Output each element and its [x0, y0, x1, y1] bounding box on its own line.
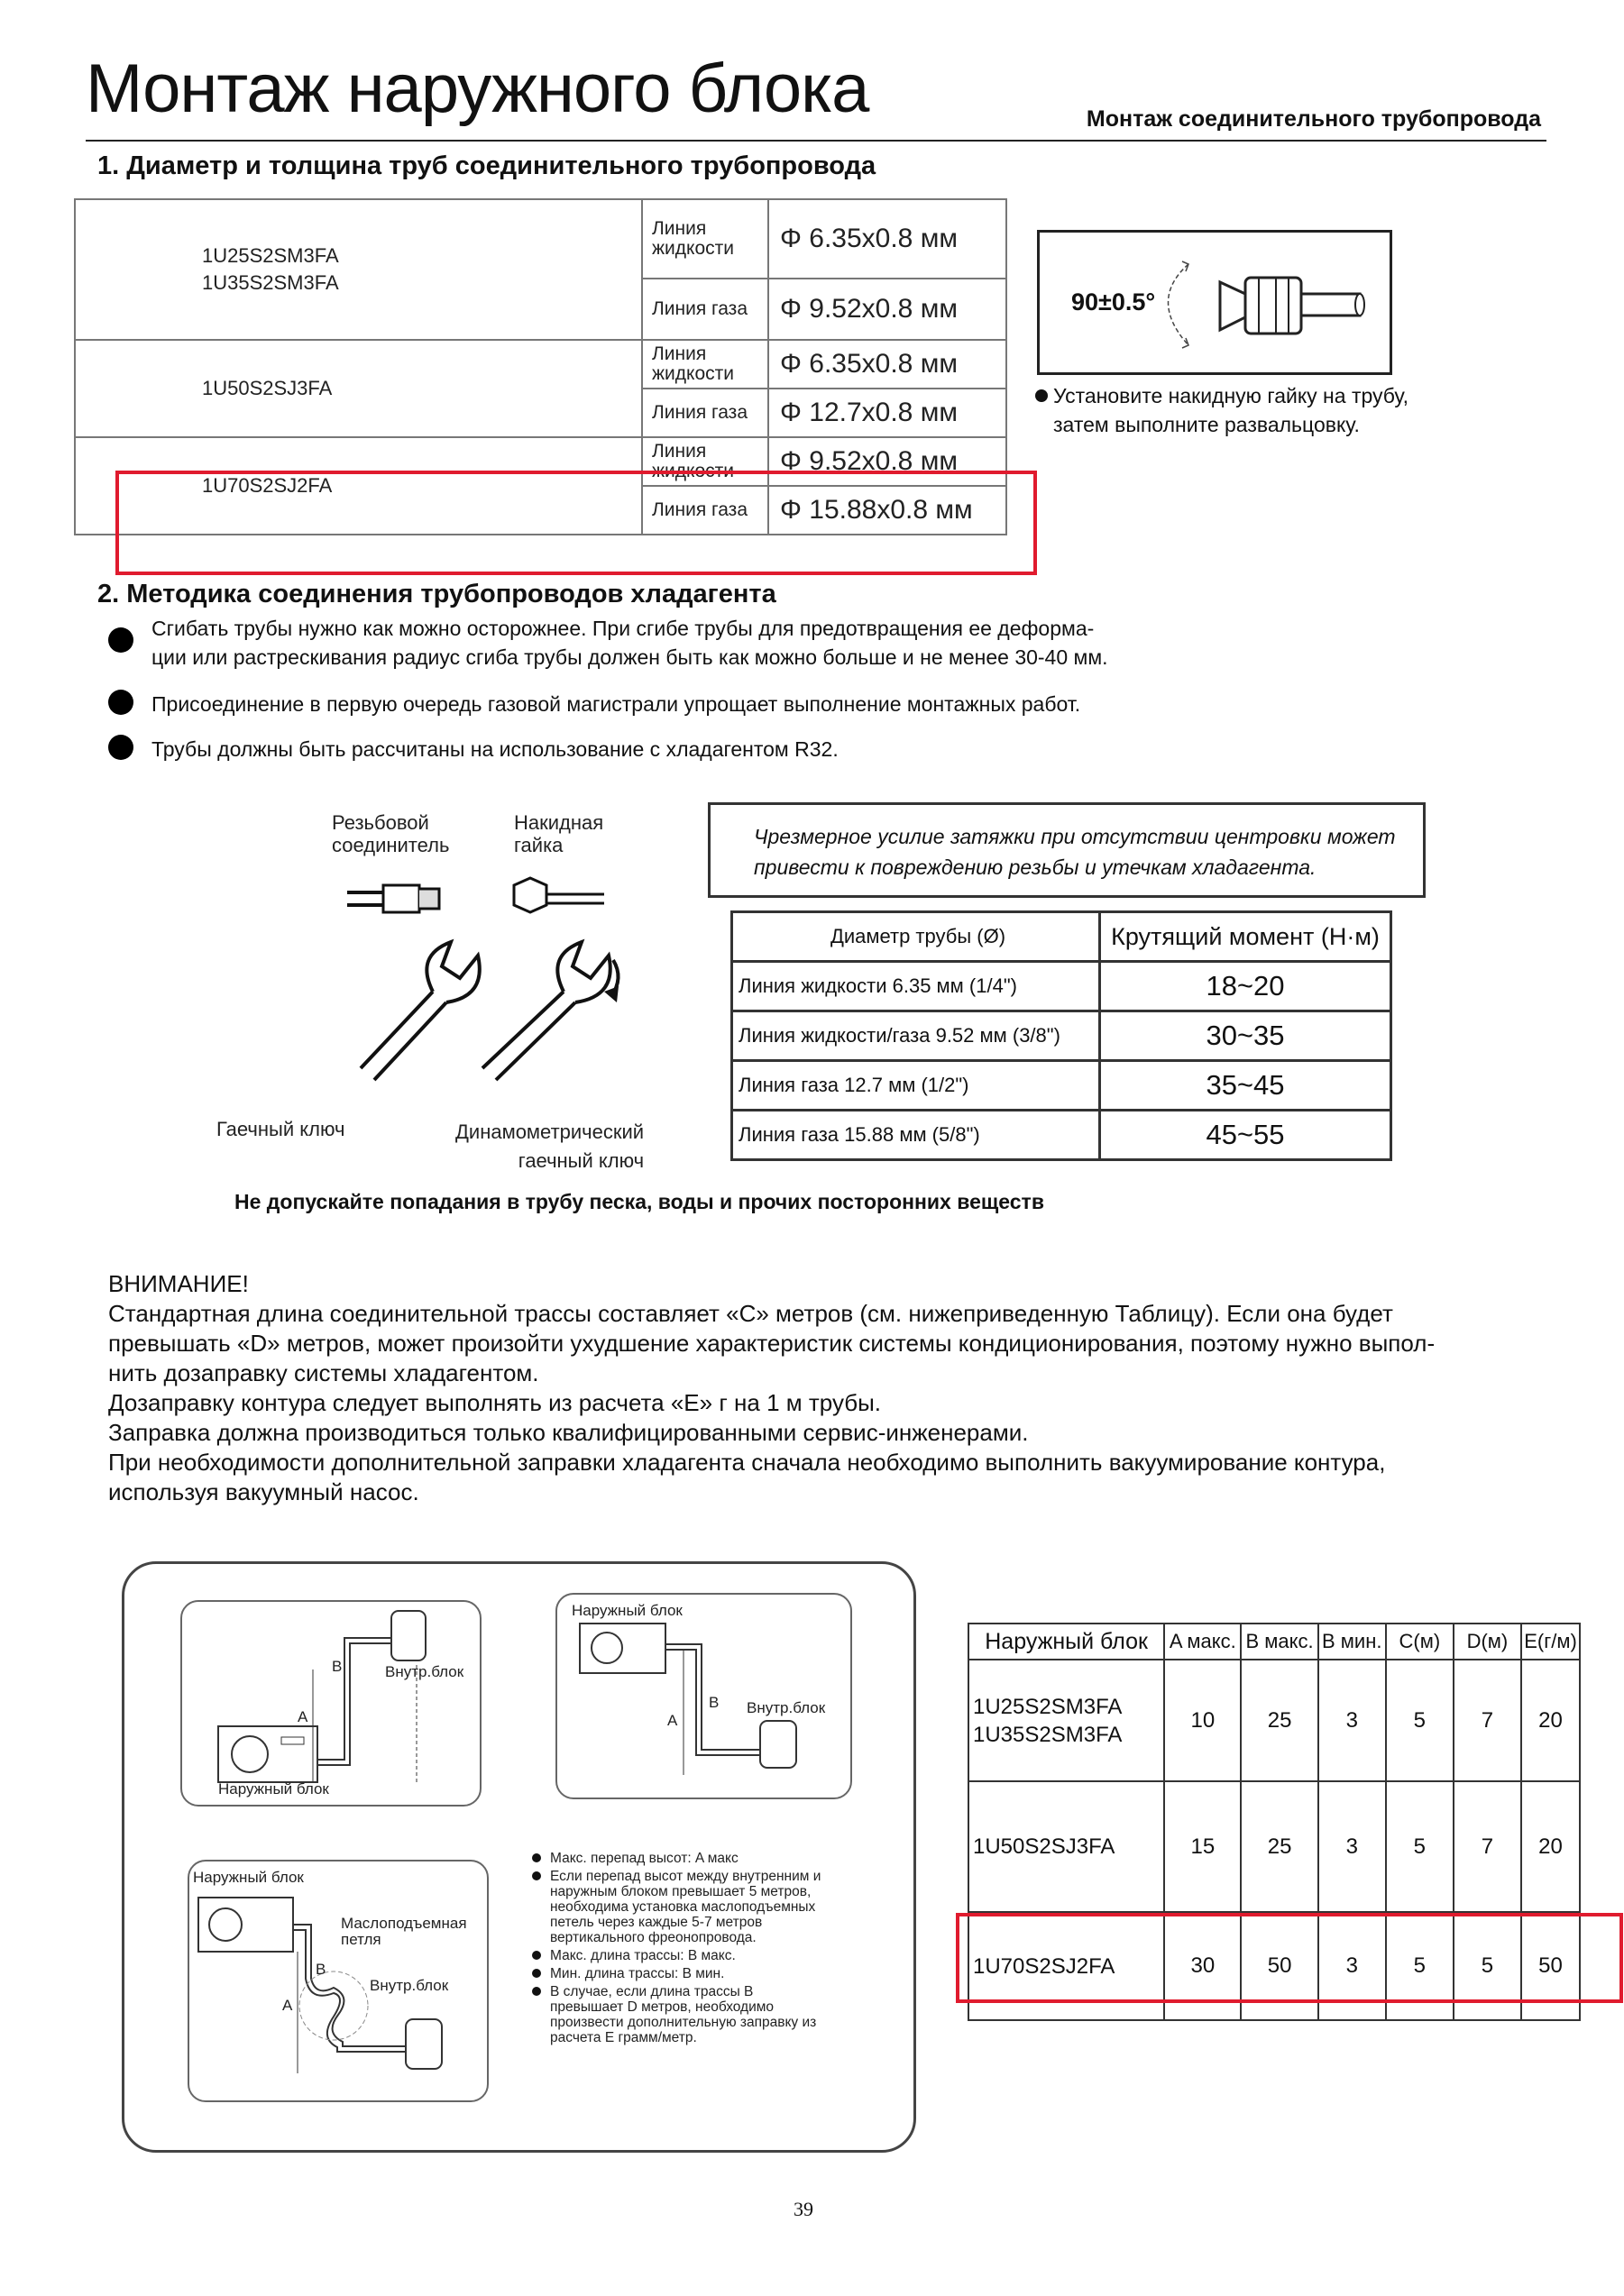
flare-nut-icon [1040, 233, 1390, 372]
column-header: B мин. [1318, 1624, 1386, 1660]
bullet-list: Сгибать трубы нужно как можно осторожнее. При сгибе трубы для предотвращения ее деформа- ции или растрескивания радиус сгиба трубы должен быть как можно больше и не менее 30-40 мм. Присоединение в первую очередь газовой магистрали упрощает выполнение монтажных работ. Трубы должны быть рассчитаны на использование с хладагентом R32. [108, 614, 1108, 764]
liquid-line-value: Φ 6.35x0.8 мм [768, 340, 1006, 389]
liquid-line-label: Линия жидкости [642, 437, 768, 486]
flare-illustration [1037, 230, 1392, 375]
table-cell: 35~45 [1100, 1061, 1391, 1111]
gas-line-label: Линия газа [642, 279, 768, 340]
highlight-box [115, 471, 1037, 575]
table-row-models: 1U50S2SJ3FA [75, 340, 642, 437]
attention-text: ВНИМАНИЕ! Стандартная длина соединительной трассы составляет «С» метров (см. нижеприведенную Таблицу). Если она будет превышать «D» метров, может произойти ухудшение характеристик системы кондиционирования, поэтому нужно выпол- нить дозаправку системы хладагентом. Дозаправку контура следует выполнять из расчета «Е» г на 1 м трубы. Заправка должна производиться только квалифицированными сервис-инженерами. При необходимости дополнительной заправки хладагента сначала необходимо выполнить вакуумирование контура, используя вакуумный насос. [108, 1269, 1551, 1507]
liquid-line-label: Линия жидкости [642, 199, 768, 279]
flare-note: Установите накидную гайку на трубу, затем выполните развальцовку. [1053, 384, 1409, 436]
bullet-dot [108, 627, 133, 653]
threaded-fitting-label: Резьбовой соединитель [332, 811, 450, 856]
table-cell: Линия жидкости 6.35 мм (1/4") [732, 962, 1100, 1011]
table-cell: Линия газа 12.7 мм (1/2") [732, 1061, 1100, 1111]
column-header: Наружный блок [968, 1624, 1164, 1660]
liquid-line-value: Φ 9.52x0.8 мм [768, 437, 1006, 486]
flare-angle-label: 90±0.5° [1071, 288, 1156, 316]
liquid-line-value: Φ 6.35x0.8 мм [768, 199, 1006, 279]
table-cell: Линия жидкости/газа 9.52 мм (3/8") [732, 1011, 1100, 1061]
diagram-notes [532, 1851, 893, 2045]
torque-wrench-label: Динамометрический гаечный ключ [455, 1121, 645, 1172]
table-row: 1U50S2SJ3FA 15 25 3 5 7 20 [968, 1781, 1580, 1912]
table-row: 1U70S2SJ2FA 30 50 3 5 5 50 [968, 1912, 1580, 2020]
liquid-line-label: Линия жидкости [642, 340, 768, 389]
wrench-icon [343, 865, 649, 1091]
attention-title: ВНИМАНИЕ! [108, 1270, 249, 1297]
column-header: E(г/м) [1521, 1624, 1580, 1660]
diagram-panel: Наружный блок Маслоподъемная петля B A Внутр.блок [188, 1860, 489, 2102]
page-title: Монтаж наружного блока [86, 50, 869, 127]
column-header: Диаметр трубы (Ø) [732, 912, 1100, 962]
column-header: D(м) [1454, 1624, 1521, 1660]
column-header: B макс. [1241, 1624, 1317, 1660]
table-row: 1U25S2SM3FA 1U35S2SM3FA 10 25 3 5 7 20 [968, 1660, 1580, 1781]
gas-line-value: Φ 9.52x0.8 мм [768, 279, 1006, 340]
gas-line-label: Линия газа [642, 389, 768, 437]
section-label: Монтаж соединительного трубопровода [1086, 106, 1541, 132]
installation-diagram [122, 1561, 916, 2153]
table-cell: 18~20 [1100, 962, 1391, 1011]
gas-line-label: Линия газа [642, 486, 768, 535]
table-cell: Линия газа 15.88 мм (5/8") [732, 1111, 1100, 1160]
list-item: В случае, если длина трассы B превышает D метров, необходимо произвести дополнительную заправку из расчета E грамм/метр. [532, 1984, 893, 2045]
gas-line-value: Φ 15.88x0.8 мм [768, 486, 1006, 535]
table-cell: 45~55 [1100, 1111, 1391, 1160]
section1-heading: 1. Диаметр и толщина труб соединительного трубопровода [97, 151, 876, 180]
torque-table [730, 910, 1392, 1161]
section2-heading: 2. Методика соединения трубопроводов хладагента [97, 580, 776, 608]
page-number: 39 [794, 2198, 813, 2220]
diagram-panel: Наружный блок B A Внутр.блок [555, 1593, 852, 1799]
bullet-dot [108, 690, 133, 715]
column-header: A макс. [1164, 1624, 1241, 1660]
highlight-box [956, 1913, 1623, 2003]
list-item: Мин. длина трассы: B мин. [532, 1966, 893, 1981]
bullet-dot [1035, 389, 1048, 402]
column-header: Крутящий момент (Н·м) [1100, 912, 1391, 962]
wrench-label: Гаечный ключ [216, 1118, 345, 1140]
list-item: Макс. перепад высот: A макс [532, 1851, 893, 1866]
gas-line-value: Φ 12.7x0.8 мм [768, 389, 1006, 437]
torque-warning-box: Чрезмерное усилие затяжки при отсутствии центровки может привести к повреждению резьбы и утечкам хладагента. [708, 802, 1426, 898]
contamination-warning: Не допускайте попадания в трубу песка, воды и прочих посторонних веществ [234, 1190, 1044, 1213]
list-item: Макс. длина трассы: B макс. [532, 1948, 893, 1963]
flare-nut-label: Накидная гайка [514, 811, 604, 856]
diagram-panel: B A Внутр.блок Наружный блок [180, 1600, 482, 1807]
table-cell: 30~35 [1100, 1011, 1391, 1061]
table-row-models: 1U70S2SJ2FA [75, 437, 642, 535]
table-row-models: 1U25S2SM3FA 1U35S2SM3FA [75, 199, 642, 340]
column-header: C(м) [1386, 1624, 1454, 1660]
list-item: Если перепад высот между внутренним и наружным блоком превышает 5 метров, необходима установка маслоподъемных петель через каждые 5-7 метров вертикального фреонопровода. [532, 1869, 893, 1945]
bullet-dot [108, 735, 133, 760]
title-divider [86, 140, 1546, 142]
